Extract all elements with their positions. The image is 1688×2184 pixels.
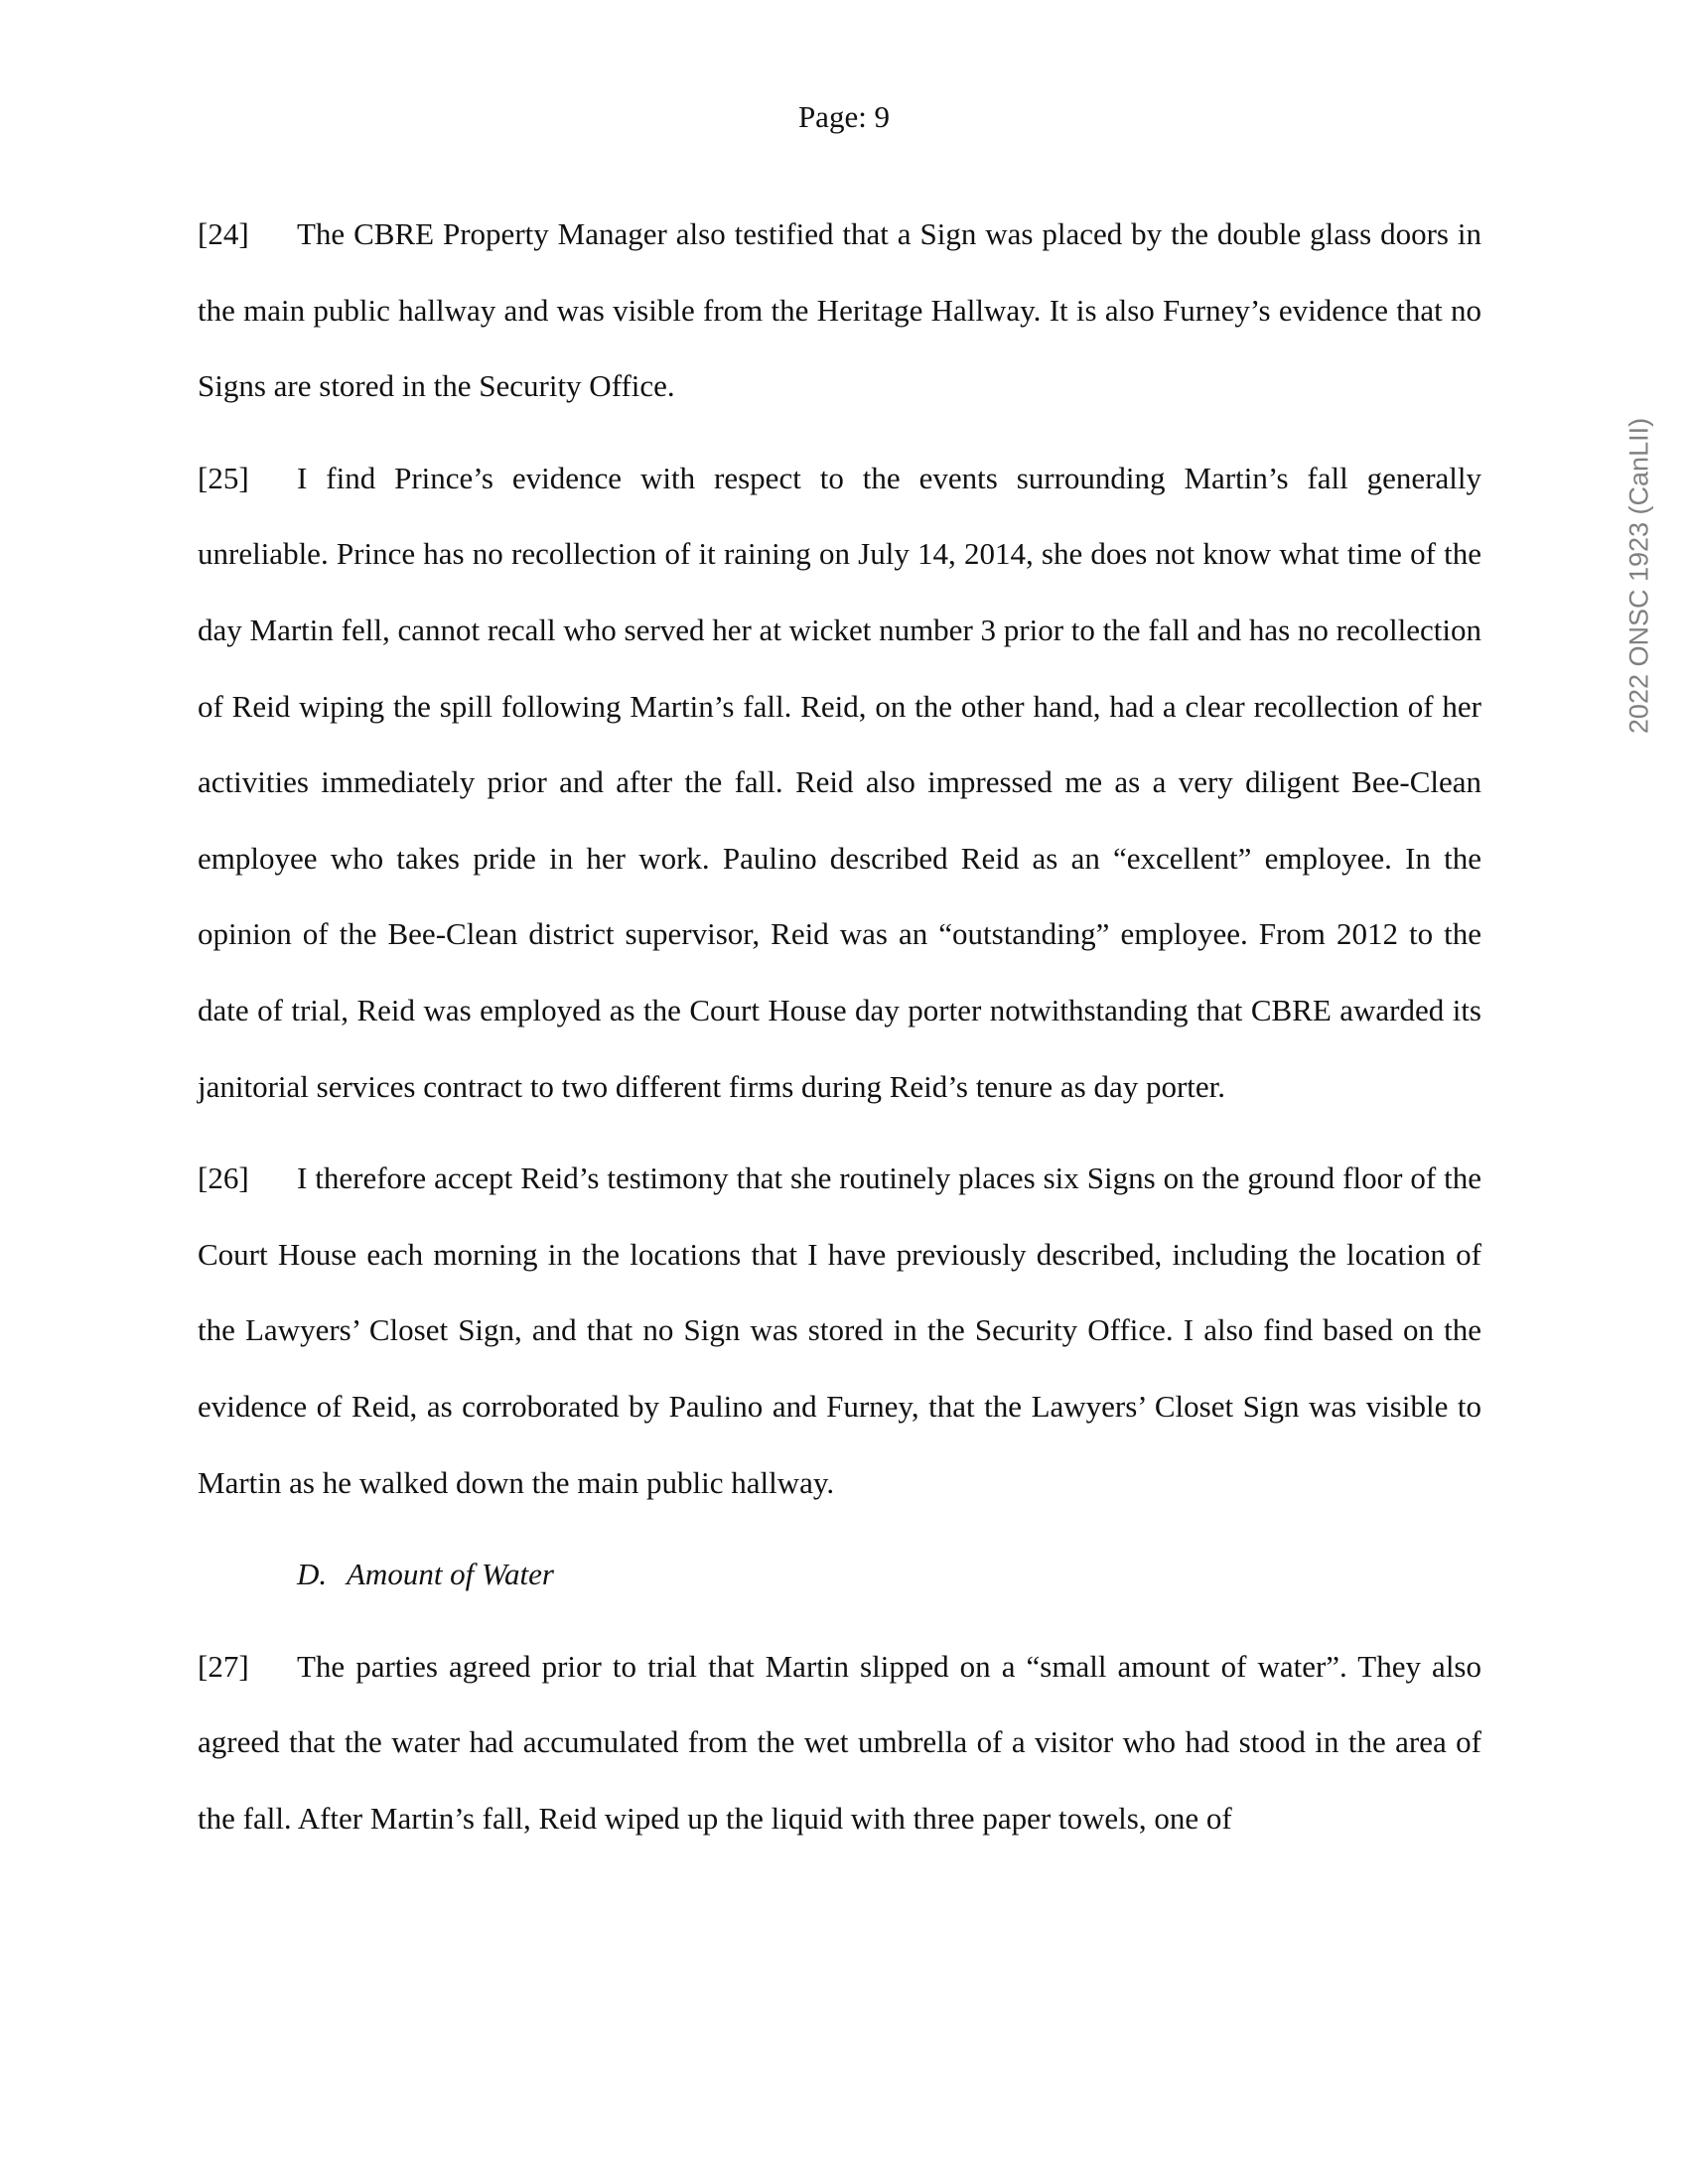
paragraph-text: The parties agreed prior to trial that Martin slipped on a “small amount of water”. They also agreed that the water had accumulated from the wet umbrella of a visitor who had stood in the area of the fall. After Martin’s fall, Reid wiped up the liquid with three paper towels, one of	[198, 1648, 1481, 1836]
paragraph-number: [27]	[198, 1648, 249, 1684]
judgment-body	[198, 197, 1481, 1872]
paragraph-number: [25]	[198, 460, 249, 495]
paragraph-text: The CBRE Property Manager also testified that a Sign was placed by the double glass doors in the main public hallway and was visible from the Heritage Hallway. It is also Furney’s evidence that no Signs are stored in the Security Office.	[198, 216, 1481, 404]
paragraph-text: I find Prince’s evidence with respect to the events surrounding Martin’s fall generally unreliable. Prince has no recollection of it raining on July 14, 2014, she does not know what time of the day Martin fell, cannot recall who served her at wicket number 3 prior to the fall and has no recollection of Reid wiping the spill following Martin’s fall. Reid, on the other hand, had a clear recollection of her activities immediately prior and after the fall. Reid also impressed me as a very diligent Bee-Clean employee who takes pride in her work. Paulino described Reid as an “excellent” employee. In the opinion of the Bee-Clean district supervisor, Reid was an “outstanding” employee. From 2012 to the date of trial, Reid was employed as the Court House day porter notwithstanding that CBRE awarded its janitorial services contract to two different firms during Reid’s tenure as day porter.	[198, 460, 1481, 1104]
paragraph-number: [24]	[198, 216, 249, 251]
section-subheading	[198, 1537, 1481, 1613]
paragraph-24	[198, 197, 1481, 425]
paragraph-27	[198, 1629, 1481, 1857]
paragraph-26	[198, 1141, 1481, 1521]
subheading-title: Amount of Water	[347, 1557, 554, 1592]
paragraph-text: I therefore accept Reid’s testimony that she routinely places six Signs on the ground floor of the Court House each morning in the locations that I have previously described, including the location of the Lawyers’ Closet Sign, and that no Sign was stored in the Security Office. I also find based on the evidence of Reid, as corroborated by Paulino and Furney, that the Lawyers’ Closet Sign was visible to Martin as he walked down the main public hallway.	[198, 1160, 1481, 1500]
page-number: Page: 9	[797, 99, 891, 134]
paragraph-25	[198, 441, 1481, 1125]
paragraph-number: [26]	[198, 1160, 249, 1196]
subheading-letter: D.	[297, 1557, 328, 1592]
canlii-citation: 2022 ONSC 1923 (CanLII)	[1623, 417, 1654, 735]
